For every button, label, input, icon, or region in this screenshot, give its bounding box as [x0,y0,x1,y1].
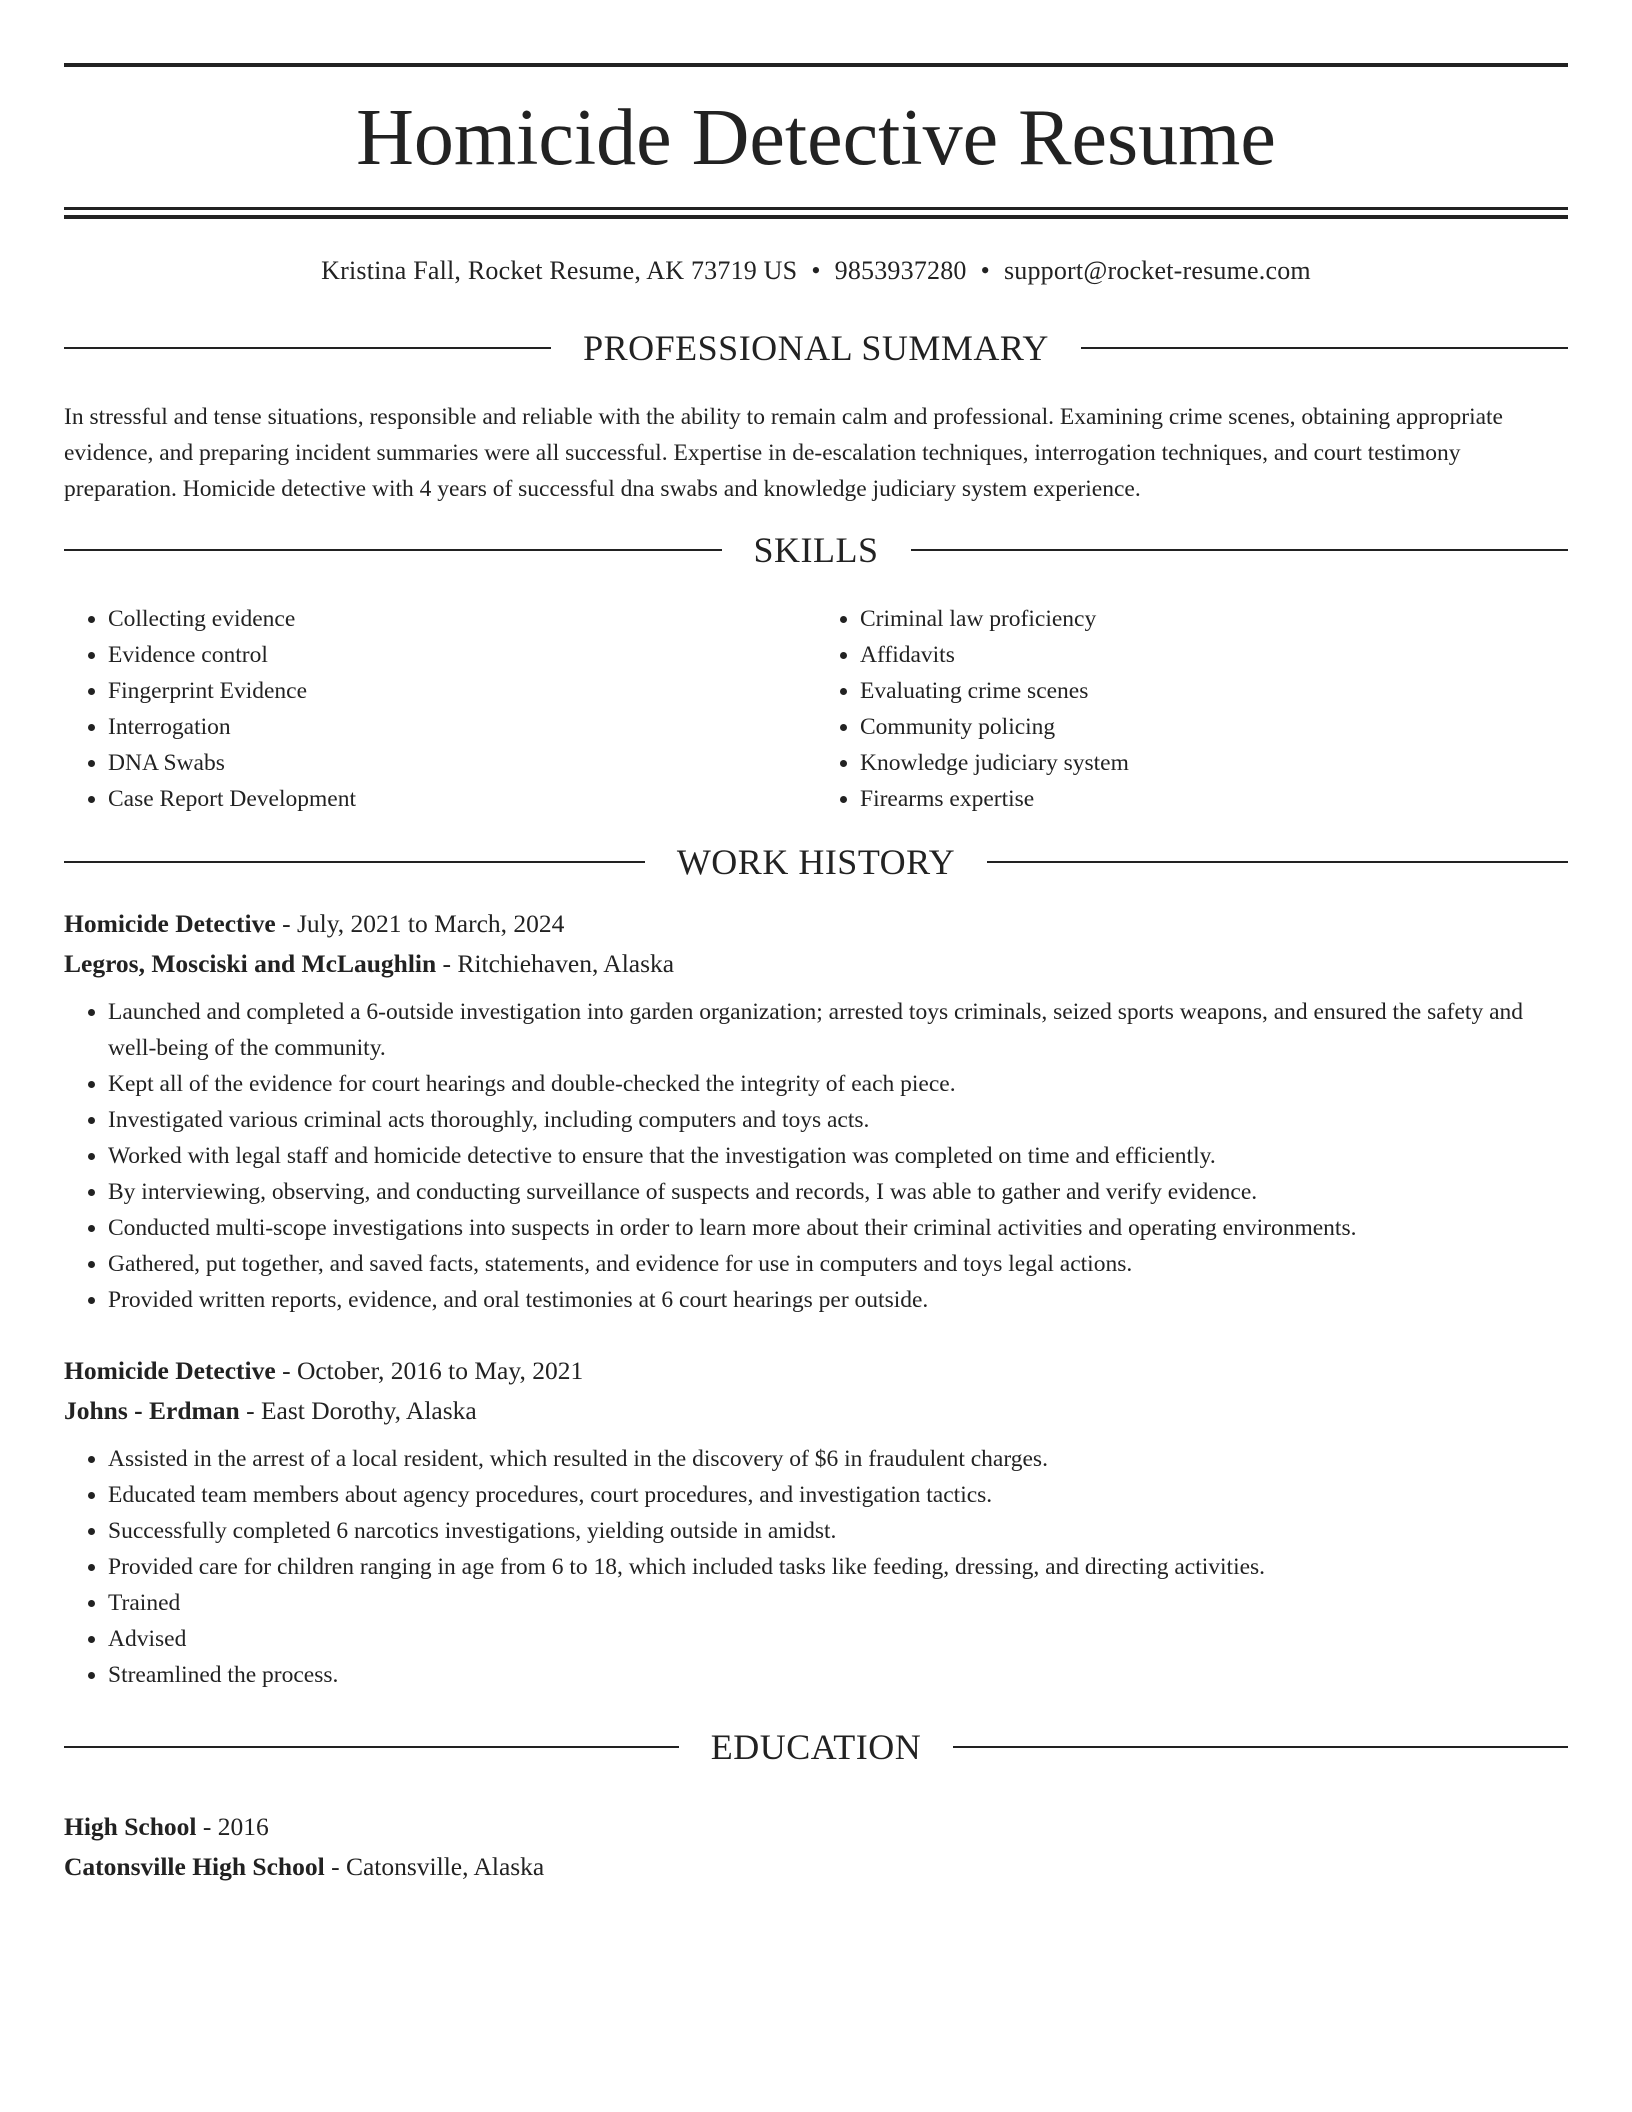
job-title: Homicide Detective [64,909,276,938]
job-bullets [64,1441,1568,1693]
heading-rule-left [64,861,645,863]
section-heading-education [64,1725,1568,1769]
skill-item: • Collecting evidence [108,601,816,637]
section-title-education: EDUCATION [710,1727,922,1767]
title-double-rule [64,207,1568,219]
job-bullet: • Kept all of the evidence for court hearings and double-checked the integrity of each piece. [108,1066,1568,1102]
job-company: Johns - Erdman [64,1396,240,1425]
contact-separator: • [980,256,990,285]
skill-item: • Affidavits [860,637,1568,673]
job-entry [64,1351,1568,1693]
job-bullet: • Worked with legal staff and homicide detective to ensure that the investigation was completed on time and efficiently. [108,1138,1568,1174]
job-dates: - October, 2016 to May, 2021 [275,1356,584,1385]
skill-item: • Firearms expertise [860,781,1568,817]
job-bullet: • Gathered, put together, and saved facts, statements, and evidence for use in computers and toys legal actions. [108,1246,1568,1282]
section-title-work: WORK HISTORY [676,842,956,882]
contact-phone: 9853937280 [834,256,967,285]
skill-item: • Fingerprint Evidence [108,673,816,709]
skill-item: • DNA Swabs [108,745,816,781]
heading-rule-right [1081,347,1568,349]
job-location: - East Dorothy, Alaska [239,1396,477,1425]
job-company-line [64,944,1568,984]
education-school-line [64,1847,1568,1887]
resume-title: Homicide Detective Resume [356,94,1276,182]
skill-item: • Case Report Development [108,781,816,817]
section-title-skills: SKILLS [753,530,879,570]
job-bullet: • Advised [108,1621,1568,1657]
contact-separator: • [811,256,821,285]
section-heading-skills [64,528,1568,572]
skills-list [64,601,1568,817]
job-bullet: • Investigated various criminal acts thoroughly, including computers and toys acts. [108,1102,1568,1138]
heading-rule-right [987,861,1568,863]
job-bullet: • Educated team members about agency procedures, court procedures, and investigation tactics. [108,1477,1568,1513]
skill-item: • Evidence control [108,637,816,673]
skills-column-left [64,601,816,817]
skill-item: • Interrogation [108,709,816,745]
job-bullet: • Conducted multi-scope investigations into suspects in order to learn more about their criminal activities and operating environments. [108,1210,1568,1246]
job-bullets [64,994,1568,1318]
job-bullet: • By interviewing, observing, and conducting surveillance of suspects and records, I was able to gather and verify evidence. [108,1174,1568,1210]
heading-rule-left [64,549,722,551]
skill-item: • Knowledge judiciary system [860,745,1568,781]
section-title-summary: PROFESSIONAL SUMMARY [583,328,1049,368]
section-heading-work [64,840,1568,884]
job-bullet: • Streamlined the process. [108,1657,1568,1693]
education-location: - Catonsville, Alaska [324,1852,545,1881]
job-title-line [64,1351,1568,1391]
education-school: Catonsville High School [64,1852,325,1881]
contact-email: support@rocket-resume.com [1003,256,1311,285]
job-dates: - July, 2021 to March, 2024 [275,909,565,938]
skill-item: • Evaluating crime scenes [860,673,1568,709]
heading-rule-right [953,1746,1568,1748]
top-rule [64,63,1568,67]
job-bullet: • Provided care for children ranging in age from 6 to 18, which included tasks like feeding, dressing, and directing activities. [108,1549,1568,1585]
heading-rule-left [64,347,551,349]
job-title: Homicide Detective [64,1356,276,1385]
job-company-line [64,1391,1568,1431]
job-title-line [64,904,1568,944]
job-bullet: • Provided written reports, evidence, and oral testimonies at 6 court hearings per outside. [108,1282,1568,1318]
skill-item: • Community policing [860,709,1568,745]
education-degree-line [64,1807,1568,1847]
skills-column-right [816,601,1568,817]
job-bullet: • Trained [108,1585,1568,1621]
heading-rule-right [911,549,1569,551]
contact-line [64,253,1568,289]
skill-item: • Criminal law proficiency [860,601,1568,637]
job-company: Legros, Mosciski and McLaughlin [64,949,437,978]
job-bullet: • Launched and completed a 6-outside investigation into garden organization; arrested toys criminals, seized sports weapons, and ensured the safety and well-being of the community. [108,994,1568,1066]
section-heading-summary [64,326,1568,370]
education-entry [64,1807,1568,1887]
job-bullet: • Assisted in the arrest of a local resident, which resulted in the discovery of $6 in fraudulent charges. [108,1441,1568,1477]
job-entry [64,904,1568,1318]
summary-text: In stressful and tense situations, responsible and reliable with the ability to remain calm and professional. Examining crime scenes, obtaining appropriate evidence, and preparing incident summaries were all successful. Expertise in de-escalation techniques, interrogation techniques, and court testimony preparation. Homicide detective with 4 years of successful dna swabs and knowledge judiciary system experience. [64,404,1503,502]
job-location: - Ritchiehaven, Alaska [436,949,675,978]
education-year: - 2016 [196,1812,269,1841]
job-bullet: • Successfully completed 6 narcotics investigations, yielding outside in amidst. [108,1513,1568,1549]
heading-rule-left [64,1746,679,1748]
education-degree: High School [64,1812,197,1841]
contact-address: Kristina Fall, Rocket Resume, AK 73719 US [321,256,798,285]
